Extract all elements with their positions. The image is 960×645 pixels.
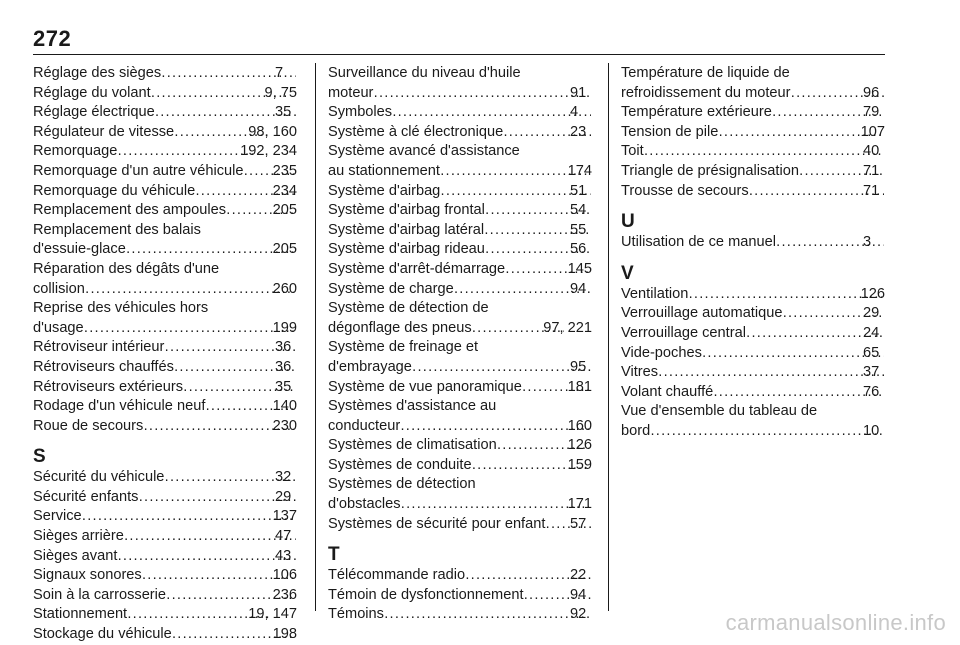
index-entry: Vide-poches . . . 65: [621, 344, 885, 364]
entry-text: Surveillance du niveau d'huile: [328, 65, 521, 81]
index-entry: Sièges avant . . . 43: [33, 547, 297, 567]
index-entry: [328, 378, 592, 398]
entry-text: Sécurité du véhicule: [33, 469, 165, 486]
index-entry: [328, 142, 592, 181]
entry-text: Remorquage: [33, 143, 118, 160]
index-entry: Témoin de dysfonctionnement . . . 94: [328, 586, 592, 606]
page-reference: 205: [272, 202, 297, 219]
entry-text: au stationnement: [328, 162, 440, 179]
leader-dots: [401, 417, 588, 437]
entry-text: Système d'arrêt-démarrage: [328, 260, 506, 277]
index-entry: [33, 586, 297, 606]
page-reference: 230: [272, 417, 297, 434]
page-reference: 174: [567, 162, 592, 179]
entry-text: collision: [33, 280, 85, 297]
entry-text: Stockage du véhicule: [33, 626, 172, 643]
entry-text: Télécommande radio: [328, 567, 466, 584]
entry-text: Remplacement des balais: [33, 221, 201, 238]
entry-text: Tension de pile: [621, 123, 719, 140]
entry-text: Soin à la carrosserie: [33, 586, 167, 603]
index-entry: [33, 84, 297, 104]
leader-dots: [127, 240, 294, 260]
entry-text: Témoin de dysfonctionnement: [328, 586, 524, 603]
entry-text: Témoins: [328, 606, 384, 623]
page-reference: 97, 221: [543, 319, 592, 336]
entry-text: Rétroviseur intérieur: [33, 339, 165, 356]
index-entry: Vitres . . . 37: [621, 363, 885, 383]
page-reference: 236: [272, 586, 297, 603]
page-reference: 9, 75: [264, 84, 297, 101]
entry-text: Remorquage d'un autre véhicule: [33, 162, 244, 179]
entry-text: Trousse de secours: [621, 182, 749, 199]
index-entry: [33, 507, 297, 527]
index-entry: [33, 162, 297, 182]
index-entry: Réglage des sièges . . . 7: [33, 64, 297, 84]
index-entry: [33, 566, 297, 586]
page-reference: 205: [272, 241, 297, 258]
leader-dots: [86, 280, 294, 300]
entry-text: Vitres: [621, 364, 659, 381]
index-entry: [33, 142, 297, 162]
column-separator: [315, 63, 316, 611]
index-entry: Trousse de secours . . . 71: [621, 182, 885, 202]
index-entry: Rétroviseurs extérieurs . . . 35: [33, 378, 297, 398]
entry-text: Rétroviseurs extérieurs: [33, 378, 184, 395]
entry-text: Reprise des véhicules hors: [33, 300, 209, 317]
entry-text: bord: [621, 422, 651, 439]
entry-text: dégonflage des pneus: [328, 319, 472, 336]
index-entry: [328, 436, 592, 456]
entry-text: Triangle de présignalisation: [621, 162, 799, 179]
entry-text: Système à clé électronique: [328, 123, 504, 140]
entry-text: Régulateur de vitesse: [33, 123, 175, 140]
index-entry: [33, 260, 297, 299]
entry-text: Systèmes de sécurité pour enfant: [328, 515, 546, 532]
page-reference: 126: [567, 437, 592, 454]
entry-text: Ventilation: [621, 285, 689, 302]
watermark: carmanualsonline.info: [725, 610, 946, 635]
leader-dots: [659, 363, 884, 383]
page-reference: 160: [567, 417, 592, 434]
index-entry: [33, 201, 297, 221]
section-letter: V: [621, 262, 634, 284]
entry-text: refroidissement du moteur: [621, 84, 791, 101]
index-entry: Verrouillage automatique . . . 29: [621, 304, 885, 324]
entry-text: Réglage des sièges: [33, 65, 162, 81]
entry-text: Vue d'ensemble du tableau de: [621, 403, 818, 420]
leader-dots: [144, 417, 293, 437]
entry-text: Systèmes de conduite: [328, 456, 472, 473]
page-reference: 199: [272, 319, 297, 336]
index-entry: Système d'airbag latéral . . . 55: [328, 221, 592, 241]
page-reference: 126: [860, 285, 885, 302]
column-separator: [608, 63, 609, 611]
entry-text: Sièges avant: [33, 547, 118, 564]
leader-dots: [703, 344, 884, 364]
entry-text: Vide-poches: [621, 344, 702, 361]
entry-text: d'essuie-glace: [33, 241, 126, 258]
index-entry: [328, 475, 592, 514]
leader-dots: [719, 123, 881, 143]
index-column-3: [621, 64, 885, 442]
index-entry: [328, 299, 592, 338]
leader-dots: [85, 319, 294, 339]
leader-dots: [83, 507, 294, 527]
entry-text: Verrouillage central: [621, 324, 746, 341]
index-entry: [33, 123, 297, 143]
page-reference: 192, 234: [240, 143, 297, 160]
page-reference: 137: [272, 508, 297, 525]
index-entry: Verrouillage central . . . 24: [621, 324, 885, 344]
leader-dots: [441, 162, 589, 182]
index-entry: Surveillance du niveau d'huile moteur . . . 91: [328, 64, 592, 103]
entry-text: Service: [33, 508, 82, 525]
leader-dots: [714, 383, 884, 403]
leader-dots: [125, 527, 296, 547]
section-letter: T: [328, 544, 340, 566]
index-entry: [328, 397, 592, 436]
page-reference: 198: [272, 626, 297, 643]
index-entry: Système d'airbag rideau . . . 56: [328, 240, 592, 260]
entry-text: Volant chauffé: [621, 383, 714, 400]
entry-text: d'obstacles: [328, 496, 401, 513]
entry-text: Remplacement des ampoules: [33, 202, 227, 219]
page-reference: 181: [567, 378, 592, 395]
index-entry: Réglage électrique . . . 35: [33, 103, 297, 123]
entry-text: Réglage électrique: [33, 104, 155, 121]
index-entry: [621, 285, 885, 305]
page-reference: 19, 147: [248, 606, 297, 623]
entry-text: Symboles: [328, 104, 393, 121]
entry-text: Réparation des dégâts d'une: [33, 260, 220, 277]
index-entry: Volant chauffé . . . 76: [621, 383, 885, 403]
index-entry: Système de charge . . . 94: [328, 280, 592, 300]
index-entry: [328, 260, 592, 280]
entry-text: Utilisation de ce manuel: [621, 234, 776, 251]
leader-dots: [413, 358, 591, 378]
entry-text: Sièges arrière: [33, 528, 124, 545]
index-entry: Système d'airbag . . . 51: [328, 182, 592, 202]
index-entry: [33, 221, 297, 260]
entry-text: d'usage: [33, 319, 84, 336]
entry-text: Stationnement: [33, 606, 128, 623]
leader-dots: [689, 285, 881, 305]
entry-text: Température de liquide de: [621, 65, 790, 81]
entry-text: Systèmes de détection: [328, 476, 476, 493]
index-entry: Système d'airbag frontal . . . 54: [328, 201, 592, 221]
leader-dots: [385, 605, 591, 625]
index-entry: Rétroviseurs chauffés . . . 36: [33, 358, 297, 378]
leader-dots: [143, 566, 294, 586]
index-entry: [621, 123, 885, 143]
page-reference: 107: [860, 123, 885, 140]
entry-text: Température extérieure: [621, 104, 772, 121]
page-reference: 171: [567, 496, 592, 513]
leader-dots: [393, 103, 591, 123]
index-entry: Utilisation de ce manuel . . . 3: [621, 233, 885, 253]
leader-dots: [441, 182, 591, 202]
entry-text: moteur: [328, 84, 374, 101]
index-entry: Système de freinage et d'embrayage . . . 95: [328, 338, 592, 377]
leader-dots: [118, 547, 296, 567]
index-entry: Symboles . . . 4: [328, 103, 592, 123]
index-entry: Témoins . . . 92: [328, 605, 592, 625]
entry-text: Roue de secours: [33, 417, 144, 434]
entry-text: Toit: [621, 143, 644, 160]
leader-dots: [374, 84, 591, 104]
entry-text: Système de freinage et: [328, 339, 479, 356]
page-reference: 260: [272, 280, 297, 297]
index-entry: [33, 605, 297, 625]
index-column-1: [33, 64, 297, 645]
index-entry: Sièges arrière . . . 47: [33, 527, 297, 547]
entry-text: Système de vue panoramique: [328, 378, 522, 395]
entry-text: Rétroviseurs chauffés: [33, 358, 174, 375]
leader-dots: [402, 495, 589, 515]
entry-text: Remorquage du véhicule: [33, 182, 196, 199]
index-entry: Température extérieure . . . 79: [621, 103, 885, 123]
page-reference: 235: [272, 162, 297, 179]
page-reference: 106: [272, 567, 297, 584]
page-reference: 140: [272, 398, 297, 415]
leader-dots: [651, 422, 884, 442]
index-entry: [33, 397, 297, 417]
index-entry: Systèmes de sécurité pour enfant . . . 57: [328, 515, 592, 535]
entry-text: Système de détection de: [328, 300, 489, 317]
entry-text: Systèmes de climatisation: [328, 437, 497, 454]
entry-text: Systèmes d'assistance au: [328, 398, 497, 415]
index-entry: Système à clé électronique . . . 23: [328, 123, 592, 143]
entry-text: Système d'airbag: [328, 182, 441, 199]
page-reference: 145: [567, 260, 592, 277]
index-entry: Rétroviseur intérieur . . . 36: [33, 338, 297, 358]
entry-text: Système d'airbag frontal: [328, 202, 485, 219]
entry-text: conducteur: [328, 417, 401, 434]
index-entry: Température de liquide de refroidissement du moteur . . . 96: [621, 64, 885, 103]
page-reference: 98, 160: [248, 123, 297, 140]
index-entry: Toit . . . 40: [621, 142, 885, 162]
index-column-2: [328, 64, 592, 625]
entry-text: Rodage d'un véhicule neuf: [33, 398, 206, 415]
index-entry: [33, 299, 297, 338]
index-entry: [328, 456, 592, 476]
index-entry: Sécurité enfants . . . 29: [33, 488, 297, 508]
index-entry: [33, 417, 297, 437]
section-letter: S: [33, 446, 46, 468]
leader-dots: [139, 488, 296, 508]
page-reference: 234: [272, 182, 297, 199]
index-entry: Sécurité du véhicule . . . 32: [33, 468, 297, 488]
entry-text: Système d'airbag latéral: [328, 221, 485, 238]
index-entry: [33, 182, 297, 202]
entry-text: d'embrayage: [328, 358, 412, 375]
index-entry: Vue d'ensemble du tableau de bord . . . 10: [621, 402, 885, 441]
entry-text: Réglage du volant: [33, 84, 151, 101]
entry-text: Verrouillage automatique: [621, 305, 783, 322]
page-reference: 159: [567, 456, 592, 473]
index-entry: Télécommande radio . . . 22: [328, 566, 592, 586]
page-number: 272: [33, 26, 72, 51]
entry-text: Système avancé d'assistance: [328, 143, 520, 160]
header-rule: [33, 54, 885, 55]
entry-text: Sécurité enfants: [33, 488, 139, 505]
index-entry: Triangle de présignalisation . . . 71: [621, 162, 885, 182]
entry-text: Système d'airbag rideau: [328, 241, 485, 258]
section-letter: U: [621, 211, 635, 233]
entry-text: Système de charge: [328, 280, 454, 297]
entry-text: Signaux sonores: [33, 567, 142, 584]
